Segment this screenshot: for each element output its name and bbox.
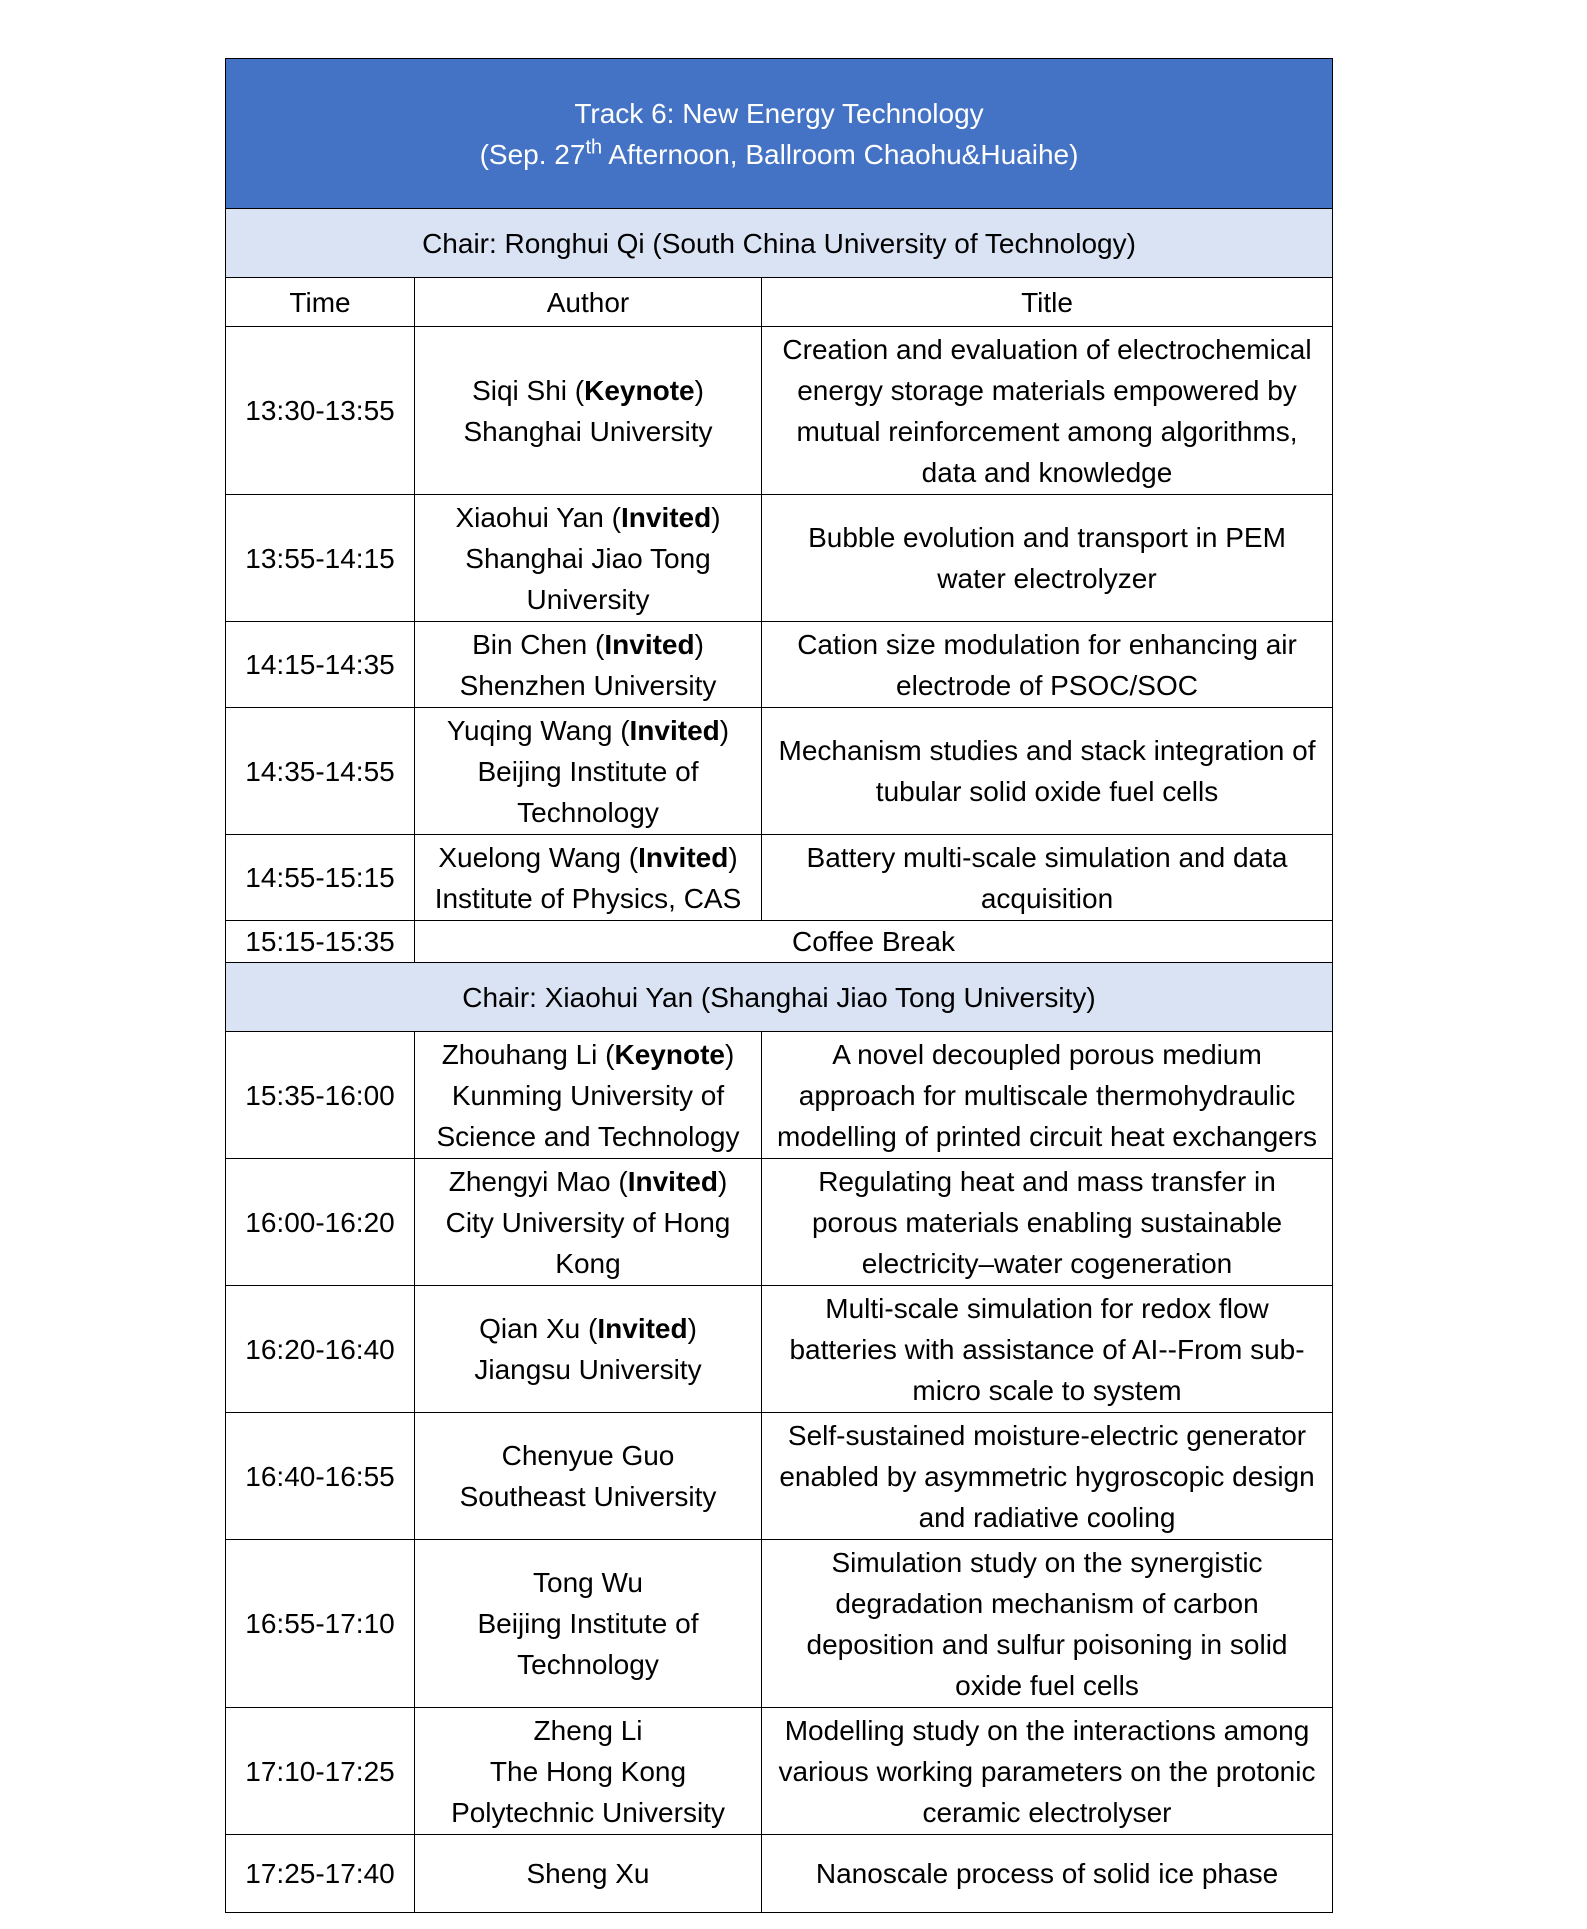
talk-row bbox=[226, 1032, 1333, 1159]
talk-author: Tong Wu Beijing Institute of Technology bbox=[415, 1540, 762, 1708]
talk-row bbox=[226, 327, 1333, 495]
talk-title: Bubble evolution and transport in PEM water electrolyzer bbox=[762, 495, 1333, 622]
session-chair: Chair: Ronghui Qi (South China University of Technology) bbox=[226, 209, 1333, 278]
talk-title: Nanoscale process of solid ice phase bbox=[762, 1835, 1333, 1913]
talk-role: Invited bbox=[597, 1313, 688, 1344]
track-header bbox=[226, 59, 1333, 209]
talk-title: Mechanism studies and stack integration of tubular solid oxide fuel cells bbox=[762, 708, 1333, 835]
talk-role: Invited bbox=[627, 1165, 718, 1197]
column-header-time: Time bbox=[226, 278, 415, 327]
talk-author: Zhouhang Li (Keynote) Kunming University of Science and Technology bbox=[415, 1032, 762, 1159]
track-title: Track 6: New Energy Technology bbox=[574, 97, 984, 129]
break-label: Coffee Break bbox=[415, 921, 1333, 963]
talk-affiliation: Beijing Institute of Technology bbox=[477, 755, 699, 828]
talk-role: Invited bbox=[629, 714, 720, 746]
talk-title: Modelling study on the interactions among various working parameters on the protonic ceramic electrolyser bbox=[762, 1708, 1333, 1835]
talk-title: Self-sustained moisture-electric generator enabled by asymmetric hygroscopic design and radiative cooling bbox=[762, 1413, 1333, 1540]
talk-affiliation: Kunming University of Science and Technology bbox=[436, 1079, 740, 1152]
talk-author: Qian Xu (Invited) Jiangsu University bbox=[415, 1286, 762, 1413]
chair-row bbox=[226, 963, 1333, 1032]
talk-role: Keynote bbox=[584, 374, 695, 406]
talk-time: 16:00-16:20 bbox=[226, 1159, 415, 1286]
talk-affiliation: Shenzhen University bbox=[459, 669, 717, 701]
schedule-table bbox=[225, 58, 1333, 1913]
talk-affiliation: Institute of Physics, CAS bbox=[434, 882, 742, 914]
talk-row bbox=[226, 708, 1333, 835]
talk-row bbox=[226, 1540, 1333, 1708]
talk-author: Zheng Li The Hong Kong Polytechnic University bbox=[415, 1708, 762, 1835]
talk-title: Battery multi-scale simulation and data acquisition bbox=[762, 835, 1333, 921]
session-chair: Chair: Xiaohui Yan (Shanghai Jiao Tong University) bbox=[226, 963, 1333, 1032]
talk-author: Xuelong Wang (Invited) Institute of Physics, CAS bbox=[415, 835, 762, 921]
talk-time: 15:35-16:00 bbox=[226, 1032, 415, 1159]
talk-row bbox=[226, 495, 1333, 622]
track-date: (Sep. 27th Afternoon, Ballroom Chaohu&Huaihe) bbox=[479, 136, 1079, 170]
talk-row bbox=[226, 1159, 1333, 1286]
talk-time: 16:20-16:40 bbox=[226, 1286, 415, 1413]
talk-title: Creation and evaluation of electrochemical energy storage materials empowered by mutual reinforcement among algorithms, data and knowledge bbox=[762, 327, 1333, 495]
break-time: 15:15-15:35 bbox=[226, 921, 415, 963]
talk-role: Invited bbox=[638, 841, 729, 873]
talk-title: Cation size modulation for enhancing air electrode of PSOC/SOC bbox=[762, 622, 1333, 708]
talk-author: Sheng Xu bbox=[415, 1835, 762, 1913]
talk-row bbox=[226, 1708, 1333, 1835]
talk-title: Regulating heat and mass transfer in porous materials enabling sustainable electricity–water cogeneration bbox=[762, 1159, 1333, 1286]
talk-title: Multi-scale simulation for redox flow batteries with assistance of AI--From sub-micro scale to system bbox=[762, 1286, 1333, 1413]
talk-role: Invited bbox=[604, 628, 695, 660]
talk-row bbox=[226, 1835, 1333, 1913]
talk-row bbox=[226, 835, 1333, 921]
talk-affiliation: Southeast University bbox=[459, 1481, 717, 1512]
column-header-title: Title bbox=[762, 278, 1333, 327]
talk-author: Zhengyi Mao (Invited) City University of Hong Kong bbox=[415, 1159, 762, 1286]
talk-role: Invited bbox=[620, 501, 712, 533]
talk-role: Keynote bbox=[614, 1038, 725, 1070]
talk-time: 17:25-17:40 bbox=[226, 1835, 415, 1913]
talk-author: Bin Chen (Invited) Shenzhen University bbox=[415, 622, 762, 708]
talk-time: 16:55-17:10 bbox=[226, 1540, 415, 1708]
chair-row bbox=[226, 209, 1333, 278]
talk-affiliation: The Hong Kong Polytechnic University bbox=[451, 1755, 725, 1828]
talk-title: A novel decoupled porous medium approach for multiscale thermohydraulic modelling of printed circuit heat exchangers bbox=[762, 1032, 1333, 1159]
talk-time: 13:55-14:15 bbox=[226, 495, 415, 622]
talk-row bbox=[226, 622, 1333, 708]
talk-affiliation: Shanghai University bbox=[463, 415, 713, 447]
talk-author: Siqi Shi (Keynote) Shanghai University bbox=[415, 327, 762, 495]
talk-affiliation: City University of Hong Kong bbox=[445, 1206, 731, 1279]
coffee-break-row bbox=[226, 921, 1333, 963]
talk-time: 14:55-15:15 bbox=[226, 835, 415, 921]
talk-row bbox=[226, 1286, 1333, 1413]
talk-time: 17:10-17:25 bbox=[226, 1708, 415, 1835]
talk-time: 13:30-13:55 bbox=[226, 327, 415, 495]
column-header-author: Author bbox=[415, 278, 762, 327]
talk-title: Simulation study on the synergistic degradation mechanism of carbon deposition and sulfur poisoning in solid oxide fuel cells bbox=[762, 1540, 1333, 1708]
talk-author: Chenyue Guo Southeast University bbox=[415, 1413, 762, 1540]
talk-time: 14:15-14:35 bbox=[226, 622, 415, 708]
talk-author: Yuqing Wang (Invited) Beijing Institute of Technology bbox=[415, 708, 762, 835]
talk-affiliation: Shanghai Jiao Tong University bbox=[465, 542, 711, 615]
talk-time: 16:40-16:55 bbox=[226, 1413, 415, 1540]
talk-time: 14:35-14:55 bbox=[226, 708, 415, 835]
talk-author: Xiaohui Yan (Invited) Shanghai Jiao Tong University bbox=[415, 495, 762, 622]
column-header-row bbox=[226, 278, 1333, 327]
talk-affiliation: Beijing Institute of Technology bbox=[477, 1608, 699, 1680]
talk-row bbox=[226, 1413, 1333, 1540]
talk-affiliation: Jiangsu University bbox=[474, 1354, 702, 1385]
track-header-row bbox=[226, 59, 1333, 209]
